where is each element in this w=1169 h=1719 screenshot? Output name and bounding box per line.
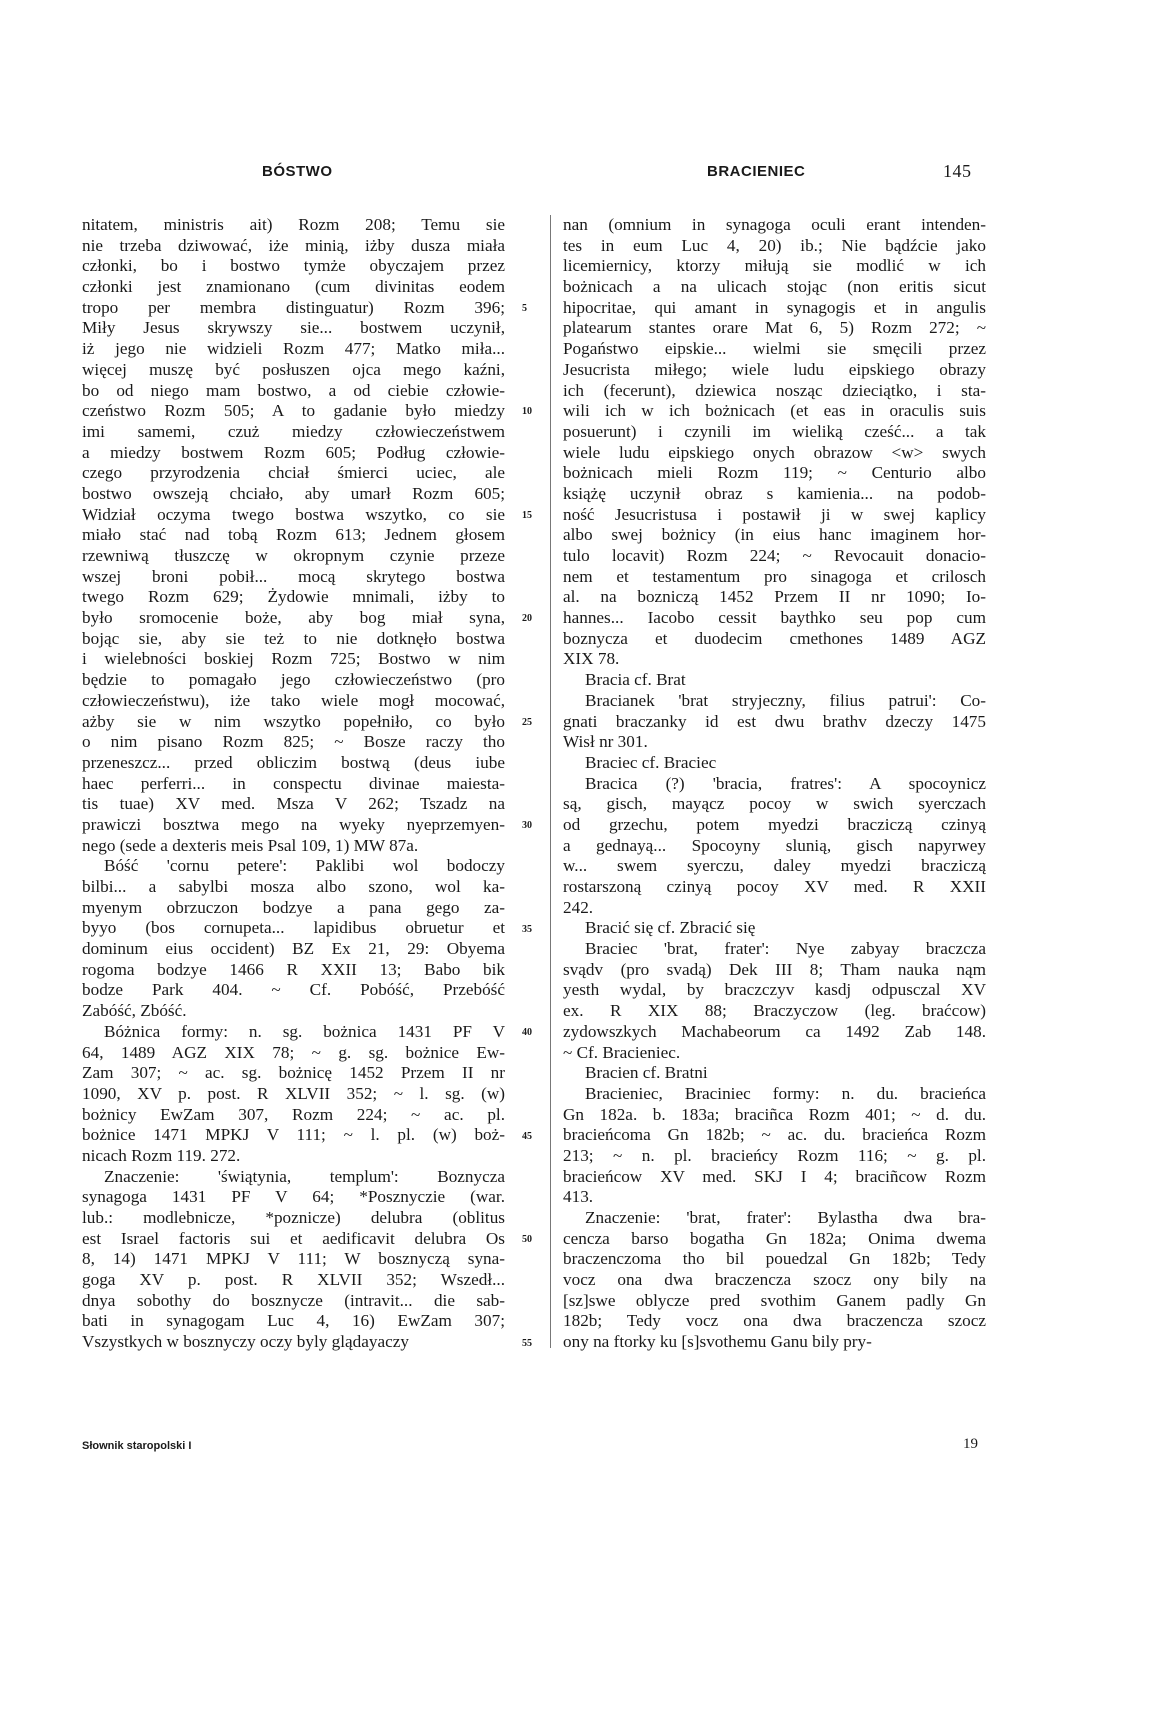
text-line: Znaczenie: 'brat, frater': Bylastha dwa bra- (585, 1208, 986, 1227)
text-line: [sz]swe oblycze pred svothim Ganem padly Gn (563, 1290, 986, 1310)
column-rule (550, 215, 551, 1348)
text-line: wili ich w ich bożnicach (et eas in oraculis suis (563, 401, 986, 421)
text-line: nan (omnium in synagoga oculi erant intenden- (563, 215, 986, 234)
text-line: Vszystkych w bosznyczy oczy byly glądayaczy (82, 1332, 409, 1352)
text-line: bilbi... a sabylbi mosza albo szono, wol ka- (82, 877, 505, 896)
text-line: zydowszkych Machabeorum ca 1492 Zab 148. (563, 1021, 986, 1041)
text-line: nicach Rozm 119. 272. (82, 1145, 241, 1165)
text-line: Bracieniec, Braciniec formy: n. du. bracieńca (585, 1083, 986, 1103)
text-line: boznycza et duodecim cmethones 1489 AGZ (563, 628, 986, 648)
text-line: byyo (bos cornupeta... lapidibus obruetur et (82, 918, 505, 938)
text-line: 8, 14) 1471 MPKJ V 111; W bosznyczą syna- (82, 1249, 505, 1269)
text-line: cencza barso bogatha Gn 182a; Onima dwema (563, 1228, 986, 1248)
text-line: Braciec cf. Braciec (585, 752, 717, 772)
text-line: ażby sie w nim wszytko popełniło, co było (82, 711, 505, 731)
text-line: myenym obrzuczon bodzye a pana gego za- (82, 897, 505, 917)
text-line: haec perferri... in conspectu divinae maiesta- (82, 773, 505, 793)
text-line: Wisł nr 301. (563, 732, 648, 752)
text-line: czeństwo Rozm 505; A to gadanie było miedzy (82, 401, 505, 421)
text-line: nitatem, ministris ait) Rozm 208; Temu sie (82, 215, 505, 234)
text-line: 413. (563, 1187, 594, 1207)
line-number: 10 (522, 406, 532, 418)
text-line: będzie to pomagało jego człowieczeństwo (pro (82, 670, 505, 690)
text-line: Bóżnica formy: n. sg. bożnica 1431 PF V (104, 1021, 505, 1041)
text-line: bodze Park 404. ~ Cf. Pobóść, Przebóść (82, 980, 505, 1000)
text-line: bati in synagogam Luc 4, 16) EwZam 307; (82, 1311, 505, 1331)
text-line: książę uczynił obraz s kamienia... na podob- (563, 483, 986, 503)
text-line: est Israel factoris sui et aedificavit delubra Os (82, 1228, 505, 1248)
text-line: albo swej bożnicy (in eius hanc imaginem hor- (563, 525, 986, 545)
text-line: vocz ona dwa braczencza szocz ony bily na (563, 1270, 986, 1290)
text-line: Jesucrista miłego; wiele ludu eipskiego obrazy (563, 359, 986, 379)
text-line: bożnice 1471 MPKJ V 111; ~ l. pl. (w) boż- (82, 1125, 505, 1145)
text-line: bracieńcow XV med. SKJ I 4; braciñcow Rozm (563, 1166, 986, 1186)
line-number: 35 (522, 923, 532, 935)
text-line: hipocritae, qui amant in synagogis et in angulis (563, 297, 986, 317)
text-line: licemiernicy, ktorzy miłują sie modlić w ich (563, 256, 986, 276)
footer-signature: Słownik staropolski I (82, 1440, 192, 1452)
text-line: Bracić się cf. Zbracić się (585, 918, 756, 938)
text-line: bo od niego mam bostwo, a od ciebie człowie- (82, 380, 505, 400)
text-line: Bracia cf. Brat (585, 670, 686, 690)
text-line: w... swem syerczu, daley myedzi bracziczą (563, 856, 986, 876)
text-line: a gednayą... Spocoyny slunią, gisch napyrwey (563, 835, 986, 855)
text-line: Zabóść, Zbóść. (82, 1001, 187, 1021)
text-line: XIX 78. (563, 649, 620, 669)
text-line: są, gisch, mayącz pocoy w swich syerczach (563, 794, 986, 814)
text-line: rzewniwą tłuszczę w okropnym czynie przeze (82, 546, 505, 565)
text-line: tis tuae) XV med. Msza V 262; Tszadz na (82, 794, 505, 814)
text-line: 182b; Tedy vocz ona dwa braczencza szocz (563, 1311, 986, 1331)
text-line: dnya sobothy do bosznycze (intravit... die sab- (82, 1290, 505, 1310)
text-line: synagoga 1431 PF V 64; *Posznyczie (war. (82, 1187, 505, 1207)
text-line: ony na ftorky ku [s]svothemu Ganu bily pry- (563, 1332, 872, 1352)
text-line: iż jego nie widzieli Rozm 477; Matko miła... (82, 339, 505, 359)
text-line: hannes... Iacobo cessit baythko seu pop cum (563, 608, 986, 628)
text-line: Gn 182a. b. 183a; braciñca Rozm 401; ~ d. du. (563, 1104, 986, 1124)
text-line: Miły Jesus skrywszy sie... bostwem uczynił, (82, 318, 505, 338)
text-line: nie trzeba dziwować, iże minią, iżby dusza miała (82, 235, 505, 255)
text-line: al. na bozniczą 1452 Przem II nr 1090; Io- (563, 587, 986, 607)
text-line: Widział oczyma twego bostwa wszytko, co sie (82, 504, 505, 524)
text-line: prawiczi bosztwa mego na wyeky nyeprzemyen- (82, 814, 505, 834)
text-line: bracieńcoma Gn 182b; ~ ac. du. bracieńca Rozm (563, 1125, 986, 1145)
page-number: 145 (943, 161, 972, 181)
text-line: ex. R XIX 88; Braczyczow (leg. braćcow) (563, 1001, 986, 1021)
footer-sheet-number: 19 (963, 1436, 978, 1452)
text-line: tulo locavit) Rozm 224; ~ Revocauit donacio- (563, 546, 986, 565)
text-line: dominum eius occident) BZ Ex 21, 29: Obyema (82, 939, 505, 959)
text-line: wiele ludu eipskiego onych obrazow <w> swych (563, 442, 986, 462)
text-line: platearum stantes orare Mat 6, 5) Rozm 272; ~ (563, 318, 986, 338)
text-line: 1090, XV p. post. R XLVII 352; ~ l. sg. (w) (82, 1083, 505, 1103)
text-line: Bóść 'cornu petere': Paklibi wol bodoczy (104, 856, 505, 876)
text-line: przeneszcz... przed obliczim bostwą (deus iube (82, 752, 505, 772)
text-line: lub.: modlebnicze, *poznicze) delubra (oblitus (82, 1208, 505, 1227)
text-line: Bracianek 'brat stryjeczny, filius patrui': Co- (585, 690, 986, 710)
line-number: 45 (522, 1130, 532, 1142)
text-line: ~ Cf. Bracieniec. (563, 1042, 681, 1062)
line-number: 40 (522, 1027, 532, 1039)
text-line: goga XV p. post. R XLVII 352; Wszedł... (82, 1270, 505, 1290)
line-number: 50 (522, 1234, 532, 1246)
text-line: Bracien cf. Bratni (585, 1063, 708, 1083)
text-line: Bracica (?) 'bracia, fratres': A spocoynicz (585, 773, 986, 793)
text-line: bożnicy EwZam 307, Rozm 224; ~ ac. pl. (82, 1104, 505, 1124)
text-line: wszej broni pobił... mocą skrytego bostwa (82, 566, 505, 586)
text-line: członki jest znamionano (cum divinitas eodem (82, 277, 505, 297)
text-line: od grzechu, potem myedzi bracziczą czinyą (563, 814, 986, 834)
text-line: 213; ~ n. pl. bracieńcy Rozm 116; ~ g. pl. (563, 1145, 986, 1165)
text-line: a miedzy bostwem Rozm 605; Podług człowie- (82, 442, 505, 462)
text-line: miało stać nad tobą Rozm 613; Jednem głosem (82, 525, 505, 545)
text-line: nem et testamentum pro sinagoga et crilosch (563, 566, 986, 586)
text-line: rogoma bodzye 1466 R XXII 13; Babo bik (82, 959, 505, 979)
text-line: tes in eum Luc 4, 20) ib.; Nie bądźcie jako (563, 235, 986, 255)
text-line: 242. (563, 897, 594, 917)
text-line: czego przyrodzenia chciał śmierci uciec, ale (82, 463, 505, 483)
text-line: nego (sede a dexteris meis Psal 109, 1) MW 87a. (82, 835, 419, 855)
text-line: więcej muszę być posłuszen ojca mego kaźni, (82, 359, 505, 379)
text-line: członki, bo i bostwo tymże obyczajem przez (82, 256, 505, 276)
text-line: Pogaństwo eipskie... wielmi sie smęcili przez (563, 339, 986, 359)
text-line: twego Rozm 629; Żydowie mnimali, iżby to (82, 587, 505, 607)
text-line: rostarszoną czinyą pocoy XV med. R XXII (563, 877, 986, 896)
text-line: svądv (pro svadą) Dek III 8; Tham nauka nąm (563, 959, 986, 979)
text-line: ich (fecerunt), dziewica nosząc dzieciątko, i sta- (563, 380, 986, 400)
line-number: 55 (522, 1337, 532, 1349)
text-line: Znaczenie: 'świątynia, templum': Boznycza (104, 1166, 505, 1186)
text-line: yesth wydal, by braczczyv kasdj odpusczal XV (563, 980, 986, 1000)
text-line: ność Jesucristusa i postawił ji w swej kaplicy (563, 504, 986, 524)
text-line: o nim pisano Rozm 825; ~ Bosze raczy tho (82, 732, 505, 752)
text-line: Zam 307; ~ ac. sg. bożnicę 1452 Przem II nr (82, 1063, 505, 1083)
text-line: człowieczeństwu), iże tako wiele mogł mocować, (82, 690, 505, 710)
text-line: tropo per membra distinguatur) Rozm 396; (82, 297, 505, 317)
text-line: Braciec 'brat, frater': Nye zabyay braczcza (585, 939, 986, 959)
line-number: 20 (522, 613, 532, 625)
running-header-center: BRACIENIEC (707, 163, 806, 180)
line-number: 5 (522, 302, 527, 314)
text-line: bożnicach a na ulicach stojąc (non eritis sicut (563, 277, 986, 297)
text-line: bożnicach mieli Rozm 119; ~ Centurio albo (563, 463, 986, 483)
text-line: 64, 1489 AGZ XIX 78; ~ g. sg. bożnice Ew- (82, 1042, 505, 1062)
text-line: bojąc sie, aby sie też to nie dotknęło bostwa (82, 628, 505, 648)
text-line: gnati braczanky id est dwu brathv dzeczy 1475 (563, 711, 986, 731)
line-number: 15 (522, 509, 532, 521)
text-line: posuerunt) i czynili im wieliką cześć... a tak (563, 421, 986, 441)
line-number: 25 (522, 716, 532, 728)
text-line: bostwo owszeją chciało, aby umarł Rozm 605; (82, 483, 505, 503)
text-line: i wielebności boskiej Rozm 725; Bostwo w nim (82, 649, 505, 669)
text-line: imi samemi, czuż miedzy człowieczeństwem (82, 421, 505, 441)
right-column (563, 215, 986, 1353)
text-line: było sromocenie boże, aby bog miał syna, (82, 608, 505, 628)
line-number: 30 (522, 820, 532, 832)
text-line: braczenczoma tho bil pouedzal Gn 182b; Tedy (563, 1249, 986, 1269)
running-header-left: BÓSTWO (262, 163, 333, 180)
left-column (82, 215, 505, 1353)
